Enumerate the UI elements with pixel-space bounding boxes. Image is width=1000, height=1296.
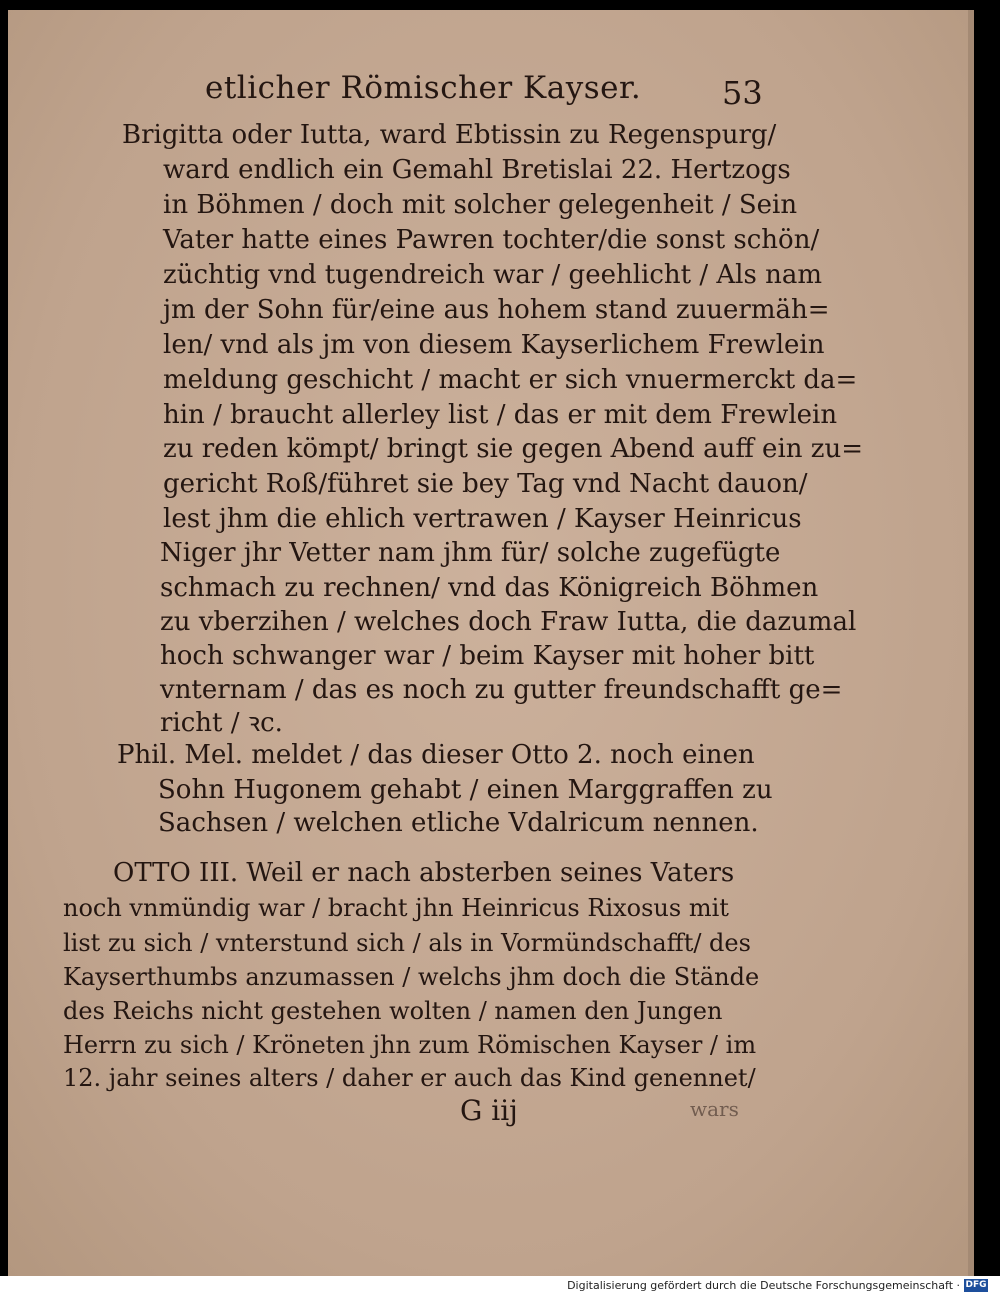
text-line: jm der Sohn für/eine aus hohem stand zuuermäh= [163, 295, 830, 325]
text-line: Brigitta oder Iutta, ward Ebtissin zu Regenspurg/ [122, 120, 777, 150]
text-line: zu reden kömpt/ bringt sie gegen Abend auff ein zu= [163, 434, 863, 464]
text-line: vnternam / das es noch zu gutter freundschafft ge= [160, 675, 843, 705]
text-line: noch vnmündig war / bracht jhn Heinricus Rixosus mit [63, 894, 729, 922]
running-head: etlicher Römischer Kayser. [205, 70, 642, 106]
text-line: Kayserthumbs anzumassen / welchs jhm doch die Stände [63, 963, 760, 991]
text-line: Phil. Mel. meldet / das dieser Otto 2. noch einen [117, 740, 755, 770]
text-line: des Reichs nicht gestehen wolten / namen den Jungen [63, 997, 723, 1025]
text-line: list zu sich / vnterstund sich / als in Vormündschafft/ des [63, 929, 751, 957]
text-line: ward endlich ein Gemahl Bretislai 22. Hertzogs [163, 155, 791, 185]
text-line: schmach zu rechnen/ vnd das Königreich Böhmen [160, 573, 819, 603]
text-line: gericht Roß/führet sie bey Tag vnd Nacht dauon/ [163, 469, 808, 499]
text-line: len/ vnd als jm von diesem Kayserlichem Frewlein [163, 330, 825, 360]
text-line: richt / ꝛc. [160, 708, 283, 738]
text-line: Niger jhr Vetter nam jhm für/ solche zugefügte [160, 538, 781, 568]
text-line: Vater hatte eines Pawren tochter/die sonst schön/ [163, 225, 820, 255]
text-line: züchtig vnd tugendreich war / geehlicht / Als nam [163, 260, 822, 290]
page-number: 53 [722, 74, 763, 112]
text-line: Sohn Hugonem gehabt / einen Marggraffen zu [158, 775, 773, 805]
text-line: meldung geschicht / macht er sich vnuermerckt da= [163, 365, 858, 395]
page-gutter [968, 10, 974, 1276]
catchword: wars [690, 1097, 739, 1121]
text-line: Sachsen / welchen etliche Vdalricum nennen. [158, 808, 759, 838]
text-line: lest jhm die ehlich vertrawen / Kayser Heinricus [163, 504, 802, 534]
text-line: in Böhmen / doch mit solcher gelegenheit / Sein [163, 190, 798, 220]
text-line: zu vberzihen / welches doch Fraw Iutta, die dazumal [160, 607, 857, 637]
funding-credit: Digitalisierung gefördert durch die Deutsche Forschungsgemeinschaft · [567, 1279, 960, 1292]
section-heading-line: OTTO III. Weil er nach absterben seines Vaters [113, 858, 735, 888]
footer-bar [0, 1276, 1000, 1296]
text-line: 12. jahr seines alters / daher er auch das Kind genennet/ [63, 1064, 756, 1092]
text-line: hoch schwanger war / beim Kayser mit hoher bitt [160, 641, 815, 671]
dfg-logo[interactable]: DFG [965, 1280, 987, 1290]
signature-mark: G iij [460, 1094, 518, 1127]
text-line: hin / braucht allerley list / das er mit dem Frewlein [163, 400, 838, 430]
text-line: Herrn zu sich / Kröneten jhn zum Römischen Kayser / im [63, 1031, 757, 1059]
